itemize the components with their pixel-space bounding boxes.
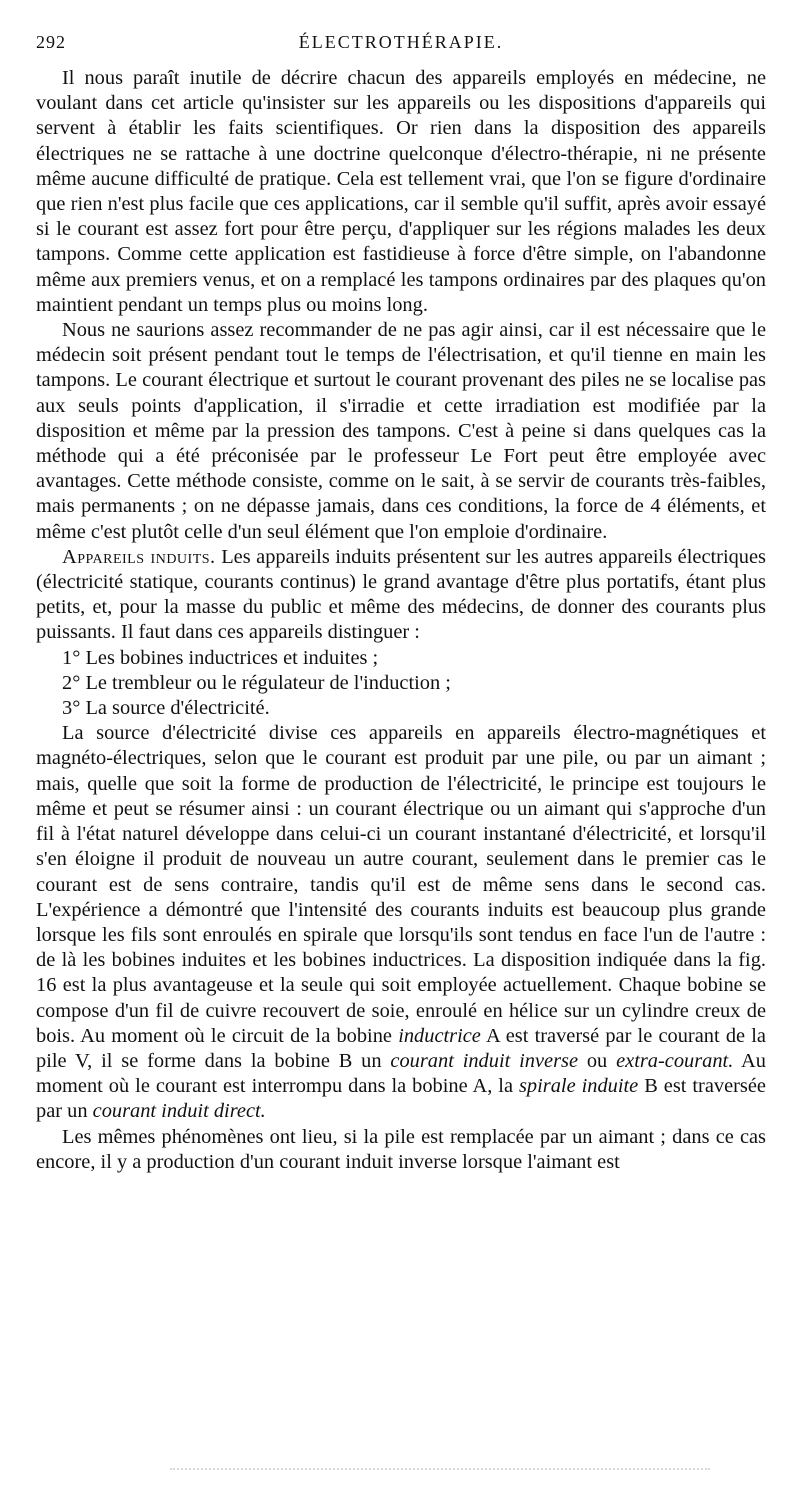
text-run: B est traversée par un — [36, 1075, 766, 1123]
scan-specks — [170, 1468, 710, 1474]
italic-term-inductrice: inductrice — [398, 1024, 481, 1047]
italic-term-direct-current: courant induit direct. — [92, 1100, 266, 1123]
paragraph-induced-devices — [36, 545, 766, 646]
paragraph-magnet: Les mêmes phénomènes ont lieu, si la pile est remplacée par un aimant ; dans ce cas encore, il y a production d'un courant induit inverse lorsque l'aimant est — [36, 1125, 766, 1173]
list-item-coils: 1° Les bobines inductrices et induites ; — [62, 646, 379, 669]
text-run: La source d'électricité divise ces appareils en appareils électro-magnétiques et magnéto-électriques, selon que le courant est produit par une pile, ou par un aimant ; mais, quelle que soit la forme de production de l'électricité, le principe est toujours le même et peut se résumer ainsi : un courant électrique ou un aimant qui s'approche d'un fil à l'état naturel développe dans celui-ci un courant instantané d'électricité, et lorsqu'il s'en éloigne il produit de nouveau un autre courant, seulement dans le premier cas le courant est de sens contraire, tandis qu'il est de même sens dans le second cas. L'expérience a démontré que l'intensité des courants induits est beaucoup plus grande lorsque les fils sont enroulés en spirale que lorsqu'ils sont tendus en face l'un de l'autre : de là les bobines induites et les bobines inductrices. La disposition indiquée dans la fig. 16 est la plus avantageuse et la seule qui soit employée actuellement. Chaque bobine se compose d'un fil de cuivre recouvert de soie, enroulé en hélice sur un cylindre creux de bois. Au moment où le circuit de la bobine — [36, 722, 766, 1047]
running-title: ÉLECTROTHÉRAPIE. — [298, 32, 504, 52]
text-run: A est traversé par le courant de la pile V, il se forme dans la bobine B un — [36, 1024, 766, 1072]
paragraph-recommendation: Nous ne saurions assez recommander de ne pas agir ainsi, car il est nécessaire que le médecin soit présent pendant tout le temps de l'électrisation, et qu'il tienne en main les tampons. Le courant électrique et surtout le courant provenant des piles ne se localise pas aux seuls points d'application, il s'irradie et cette irradiation est modifiée par la disposition et même par la pression des tampons. C'est à peine si dans quelques cas la méthode qui a été préconisée par le professeur Le Fort peut être employée avec avantages. Cette méthode consiste, comme on le sait, à se servir de courants très-faibles, mais permanents ; on ne dépasse jamais, dans ces conditions, la force de 4 éléments, et même c'est plutôt celle d'un seul élément que l'on emploie d'ordinaire. — [36, 319, 766, 543]
list-item-trembler: 2° Le trembleur ou le régulateur de l'induction ; — [62, 671, 451, 694]
text-run: Au moment où le courant est interrompu dans la bobine A, la — [36, 1049, 766, 1098]
body-text — [36, 66, 766, 1175]
paragraph-electricity-source — [36, 721, 766, 1124]
page-number: 292 — [36, 32, 66, 52]
paragraph-intro: Il nous paraît inutile de décrire chacun des appareils employés en médecine, ne voulant dans cet article qu'insister sur les appareils ou les dispositions d'appareils qui servent à établir les faits scientifiques. Or rien dans la disposition des appareils électriques ne se rattache à une doctrine quelconque d'électro-thérapie, ni ne présente même aucune difficulté de pratique. Cela est tellement vrai, que l'on se figure d'ordinaire que rien n'est plus facile que ces applications, car il semble qu'il suffit, après avoir essayé si le courant est assez fort pour être perçu, d'appliquer sur les régions malades les deux tampons. Comme cette application est fastidieuse à force d'être simple, on l'abandonne même aux premiers venus, et on a remplacé les tampons ordinaires par des plaques qu'on maintient pendant un temps plus ou moins long. — [36, 67, 766, 316]
italic-term-inverse-current: courant induit inverse — [390, 1049, 579, 1072]
list-item-source: 3° La source d'électricité. — [62, 697, 270, 720]
running-head — [36, 32, 766, 58]
italic-term-extra-current: extra-courant. — [616, 1049, 734, 1072]
paragraph-induced-devices-text: Les appareils induits présentent sur les autres appareils électriques (électricité statique, courants continus) le grand avantage d'être plus portatifs, étant plus petits, et, pour la masse du public et même des médecins, de donner des courants plus puissants. Il faut dans ces appareils distinguer : — [36, 545, 766, 644]
section-heading-induced-devices: Appareils induits. — [62, 545, 216, 568]
text-run: ou — [586, 1049, 608, 1072]
italic-term-induced-spiral: spirale induite — [518, 1075, 639, 1098]
